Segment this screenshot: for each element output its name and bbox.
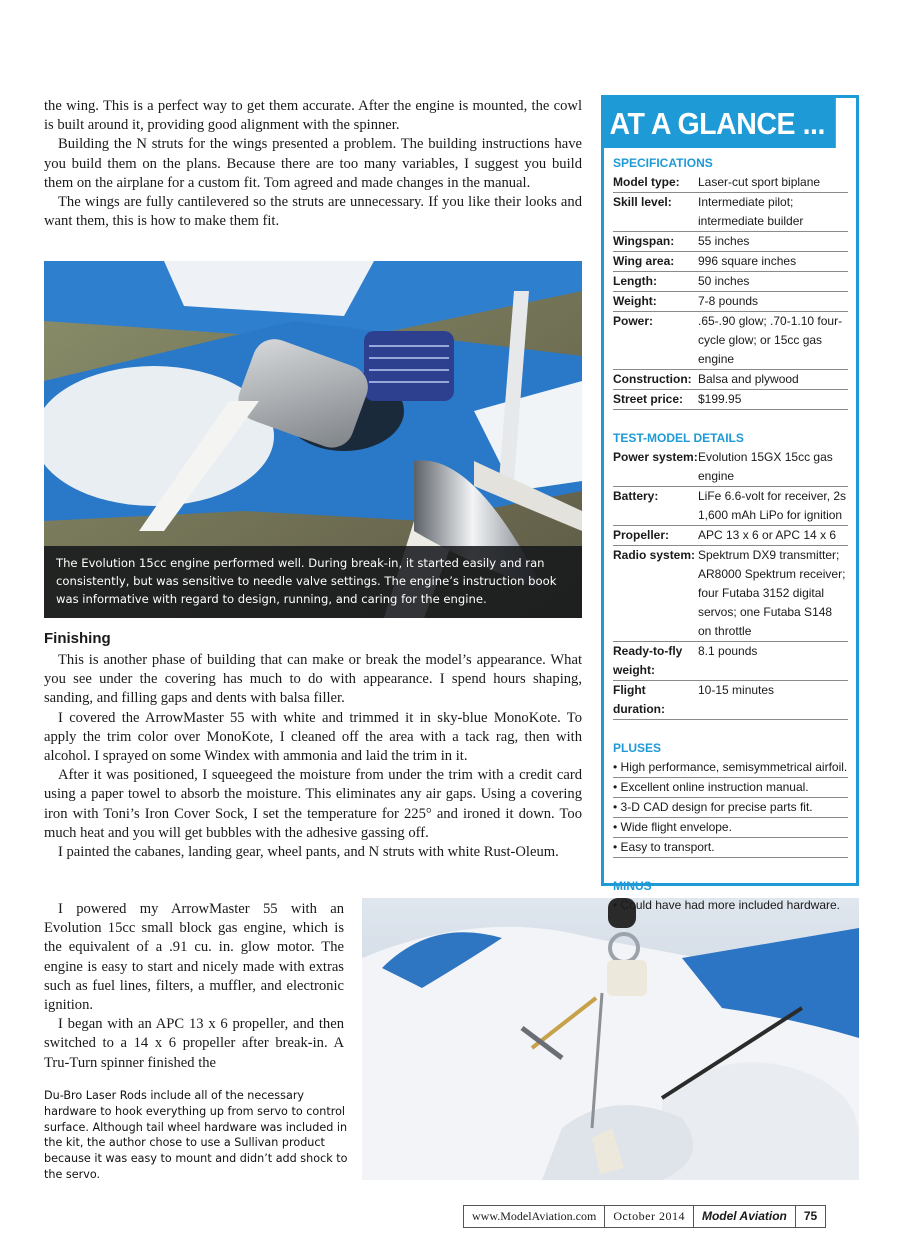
spec-row [613, 252, 848, 272]
test-row-label: Ready-to-fly weight: [613, 644, 683, 677]
spec-row [613, 272, 848, 292]
minus-item: • Could have had more included hardware. [613, 898, 841, 912]
spec-row-value: Balsa and plywood [698, 372, 799, 386]
test-row-label: Propeller: [613, 528, 670, 542]
finishing-paragraph: After it was positioned, I squeegeed the moisture from under the trim with a credit card using a paper towel to absorb the moisture. This eliminates any air gaps. Using a covering iron with Toni’s Iron Cover Sock, I set the temperature for 225° and ironed it down. Too much heat and you will get bubbles with the adhesive gassing off. [44, 767, 582, 841]
minus-heading: MINUS [613, 879, 652, 893]
test-row-label: Radio system: [613, 548, 696, 562]
plus-item: • Excellent online instruction manual. [613, 778, 848, 798]
minus-list [613, 896, 848, 915]
spec-row-label: Construction: [613, 372, 692, 386]
page-number: 75 [803, 1209, 818, 1223]
test-row-value: Spektrum DX9 transmitter; AR8000 Spektrum receiver; four Futaba 3152 digital servos; one Futaba S148 on throttle [698, 548, 846, 638]
plus-item: • Wide flight envelope. [613, 818, 848, 838]
spec-row [613, 390, 848, 410]
finishing-paragraph: I powered my ArrowMaster 55 with an Evolution 15cc small block gas engine, which is the equivalent of a .91 cu. in. glow motor. The engine is easy to start and nicely made with extras such as fuel lines, filters, a muffler, and electronic ignition. [44, 901, 344, 1014]
plus-item: • High performance, semisymmetrical airfoil. [613, 758, 848, 778]
test-row-label: Battery: [613, 489, 659, 503]
spec-row-label: Street price: [613, 392, 684, 406]
footer-date: October 2014 [605, 1206, 694, 1227]
intro-text [44, 97, 582, 231]
intro-paragraph: the wing. This is a perfect way to get them accurate. After the engine is mounted, the cowl is built around it, providing good alignment with the spinner. [44, 98, 582, 134]
test-row-value: APC 13 x 6 or APC 14 x 6 [698, 528, 837, 542]
engine-photo [44, 261, 582, 618]
finishing-heading: Finishing [44, 630, 111, 647]
test-row [613, 526, 848, 546]
spec-row-label: Length: [613, 274, 657, 288]
test-row-value: Evolution 15GX 15cc gas engine [698, 450, 833, 483]
test-row-value: 8.1 pounds [698, 644, 758, 658]
spec-row-label: Skill level: [613, 195, 672, 209]
spec-row-value: $199.95 [698, 392, 742, 406]
spec-row-label: Wing area: [613, 254, 675, 268]
test-row-label: Flight duration: [613, 683, 665, 716]
test-model-heading: TEST-MODEL DETAILS [613, 431, 744, 445]
tail-photo-illustration [362, 898, 859, 1180]
finishing-paragraph: This is another phase of building that can make or break the model’s appearance. What you see under the covering has much to do with appearance. I spend hours shaping, sanding, and filling gaps and dents with balsa filler. [44, 652, 582, 707]
test-row [613, 642, 848, 681]
spec-row-label: Weight: [613, 294, 657, 308]
intro-paragraph: The wings are fully cantilevered so the struts are unnecessary. If you like their looks and want them, this is how to make them fit. [44, 194, 582, 230]
intro-paragraph: Building the N struts for the wings presented a problem. The building instructions have you build them on the plans. Because there are too many variables, I suggest you build them on the airplane for a custom fit. Tom agreed and made changes in the manual. [44, 136, 582, 191]
finishing-paragraph: I covered the ArrowMaster 55 with white and trimmed it in sky-blue MonoKote. To apply the trim color over MonoKote, I cleaned off the area with a tack rag, then with alcohol. I sprayed on some Windex with ammonia and laid the trim in it. [44, 709, 582, 765]
spec-row [613, 370, 848, 390]
finishing-paragraph: I began with an APC 13 x 6 propeller, and then switched to a 14 x 6 propeller after break-in. A Tru-Turn spinner finished the [44, 1016, 344, 1071]
plus-item: • 3-D CAD design for precise parts fit. [613, 798, 848, 818]
at-a-glance-sidebar [601, 95, 859, 912]
page-footer [463, 1205, 826, 1228]
test-row [613, 546, 848, 642]
test-model-list [613, 448, 848, 720]
spec-row [613, 173, 848, 193]
test-row [613, 487, 848, 526]
specifications-list [613, 173, 848, 410]
spec-row-value: 55 inches [698, 234, 750, 248]
test-row-label: Power system: [613, 450, 698, 464]
tail-linkage-photo [362, 898, 859, 1180]
test-row-value: 10-15 minutes [698, 683, 775, 697]
spec-row [613, 292, 848, 312]
spec-row-label: Power: [613, 314, 654, 328]
spec-row-value: .65-.90 glow; .70-1.10 four-cycle glow; or 15cc gas engine [698, 314, 843, 366]
tail-photo-caption: Du-Bro Laser Rods include all of the necessary hardware to hook everything up from servo to control surface. Although tail wheel hardware was included in the kit, the author chose to use a Sullivan product because it was easy to mount and didn’t add shock to the servo. [44, 1089, 348, 1181]
test-row [613, 681, 848, 720]
spec-row [613, 193, 848, 232]
spec-row-label: Wingspan: [613, 234, 675, 248]
spec-row-value: Intermediate pilot; intermediate builder [698, 195, 804, 228]
test-row-value: LiFe 6.6-volt for receiver, 2s 1,600 mAh LiPo for ignition [698, 489, 847, 522]
engine-photo-caption: The Evolution 15cc engine performed well. During break-in, it started easily and ran consistently, but was sensitive to needle valve settings. The engine’s instruction book was informative with regard to design, running, and caring for the engine. [44, 546, 582, 618]
pluses-list [613, 758, 848, 858]
spec-row [613, 232, 848, 252]
specifications-heading: SPECIFICATIONS [613, 156, 713, 170]
plus-item: • Easy to transport. [613, 838, 848, 858]
spec-row-label: Model type: [613, 175, 680, 189]
spec-row-value: 50 inches [698, 274, 750, 288]
spec-row-value: Laser-cut sport biplane [698, 175, 821, 189]
spec-row [613, 312, 848, 370]
spec-row-value: 996 square inches [698, 254, 797, 268]
pluses-heading: PLUSES [613, 741, 662, 755]
footer-magazine-name: Model Aviation [694, 1206, 796, 1227]
spec-row-value: 7-8 pounds [698, 294, 759, 308]
test-row [613, 448, 848, 487]
footer-url[interactable]: www.ModelAviation.com [464, 1206, 605, 1227]
finishing-paragraph: I painted the cabanes, landing gear, wheel pants, and N struts with white Rust-Oleum. [58, 844, 559, 861]
finishing-text [44, 651, 582, 862]
glance-title: AT A GLANCE ... [604, 98, 836, 148]
finishing-text-narrow [44, 900, 344, 1073]
